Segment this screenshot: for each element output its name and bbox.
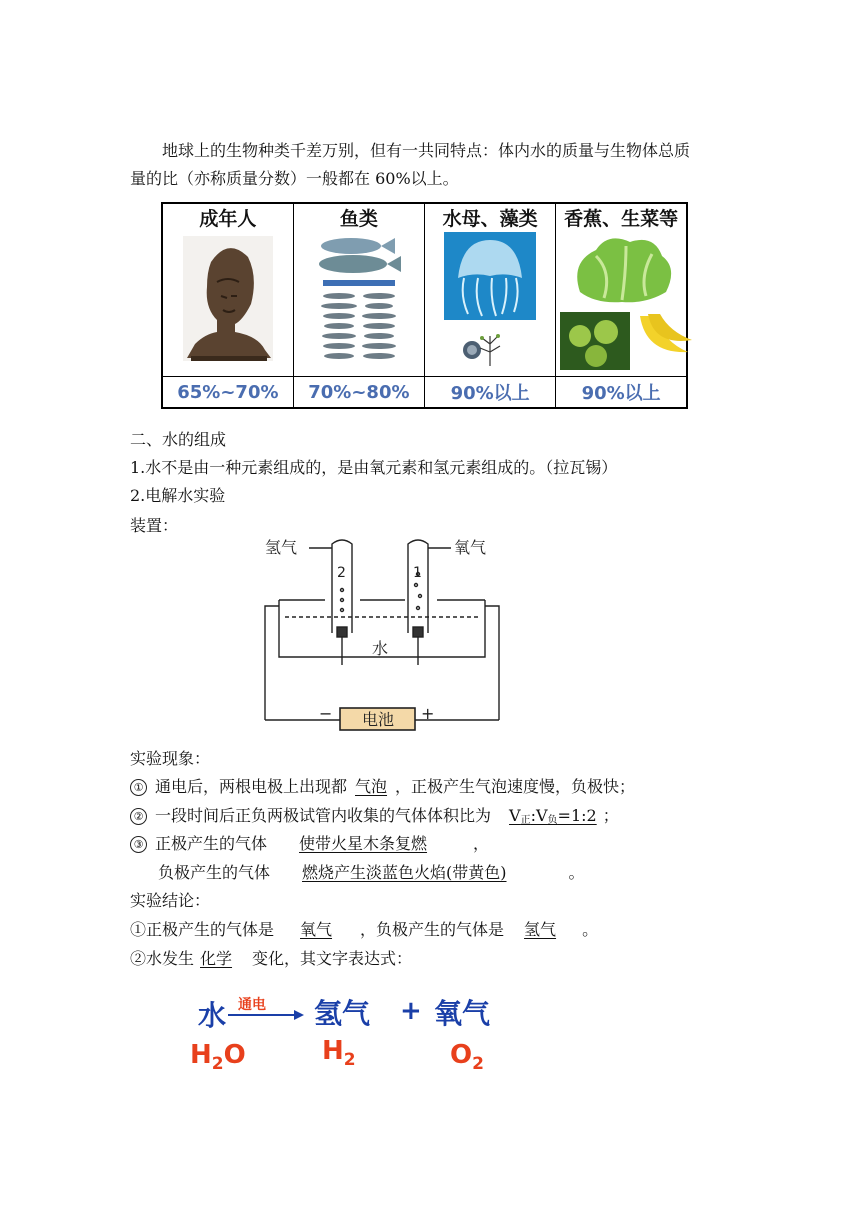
eq-water: 水 [198,999,227,1032]
col-fish [293,203,424,377]
col-banana [556,203,687,377]
pct-jellyfish: 90%以上 [425,377,556,409]
electrolysis-diagram [255,530,505,735]
fill-hydrogen: 氢气 [524,920,557,939]
label-oxygen: 氧气 [454,538,487,557]
section-title: 二、水的组成 [130,430,227,449]
pct-banana: 90%以上 [556,377,687,409]
pct-adult: 65%~70% [162,377,293,409]
phenomenon-2: ② 一段时间后正负两极试管内收集的气体体积比为 $V_正:V_负=1:2$ ； [130,805,619,832]
formula-water: $H_2O$ [190,1040,246,1074]
header-fish: 鱼类 [339,208,378,230]
jellyfish-image [440,232,540,372]
col-jellyfish [425,203,556,377]
label-minus: − [319,704,333,723]
word-equation [190,985,510,1075]
header-adult: 成年人 [199,208,257,230]
fill-volume-ratio: $V_正:V_负=1:2$ [509,806,597,826]
pct-fish: 70%~80% [293,377,424,409]
lettuce-banana-image [556,232,696,372]
conclusion-1: ①正极产生的气体是 氧气 ，负极产生的气体是 氢气 。 [130,920,599,939]
label-plus: + [421,704,435,723]
header-banana: 香蕉、生菜等 [564,208,679,230]
formula-oxygen: $O_2$ [450,1040,484,1074]
eq-oxygen: 氧气 [434,997,491,1030]
phenomena-title: 实验现象： [130,749,211,768]
fill-positive-gas-test: 使带火星木条复燃 [299,834,428,853]
conclusion-title: 实验结论： [130,891,211,910]
fill-chemical: 化学 [200,949,233,968]
num-2: ② [130,808,147,825]
bust-image [173,232,283,367]
tube-1-label: 1 [413,565,422,581]
point-2: 2.电解水实验 [130,486,226,505]
intro-line-1: 地球上的生物种类千差万别，但有一共同特点：体内水的质量与生物体总质 [162,141,691,160]
tube-2-label: 2 [337,565,346,581]
intro-line-2: 量的比（亦称质量分数）一般都在 60%以上。 [130,169,459,188]
label-battery: 电池 [362,710,395,729]
apparatus-label: 装置： [130,516,179,535]
eq-hydrogen: 氢气 [314,997,371,1030]
phenomenon-3a: ③ 正极产生的气体 使带火星木条复燃 ， [130,833,489,855]
label-hydrogen: 氢气 [265,538,298,557]
num-1: ① [130,779,147,796]
fill-bubbles: 气泡 [355,777,388,796]
water-content-table [161,202,688,409]
conclusion-2: ②水发生 化学 变化，其文字表达式： [130,949,413,968]
formula-hydrogen: $H_2$ [322,1036,356,1070]
fill-negative-gas-test: 燃烧产生淡蓝色火焰(带黄色) [302,863,507,882]
point-1: 1.水不是由一种元素组成的，是由氧元素和氢元素组成的。（拉瓦锡） [130,458,618,477]
fill-oxygen: 氧气 [300,920,333,939]
phenomenon-1: ① 通电后，两根电极上出现都 气泡 ，正极产生气泡速度慢，负极快； [130,776,635,798]
label-water: 水 [372,639,389,658]
eq-plus: + [400,996,422,1026]
phenomenon-3b: 负极产生的气体 燃烧产生淡蓝色火焰(带黄色) 。 [158,863,585,882]
num-3: ③ [130,836,147,853]
col-adult [162,203,293,377]
header-jellyfish: 水母、藻类 [442,208,538,230]
fish-chart-image [309,232,409,372]
eq-condition: 通电 [238,997,266,1013]
